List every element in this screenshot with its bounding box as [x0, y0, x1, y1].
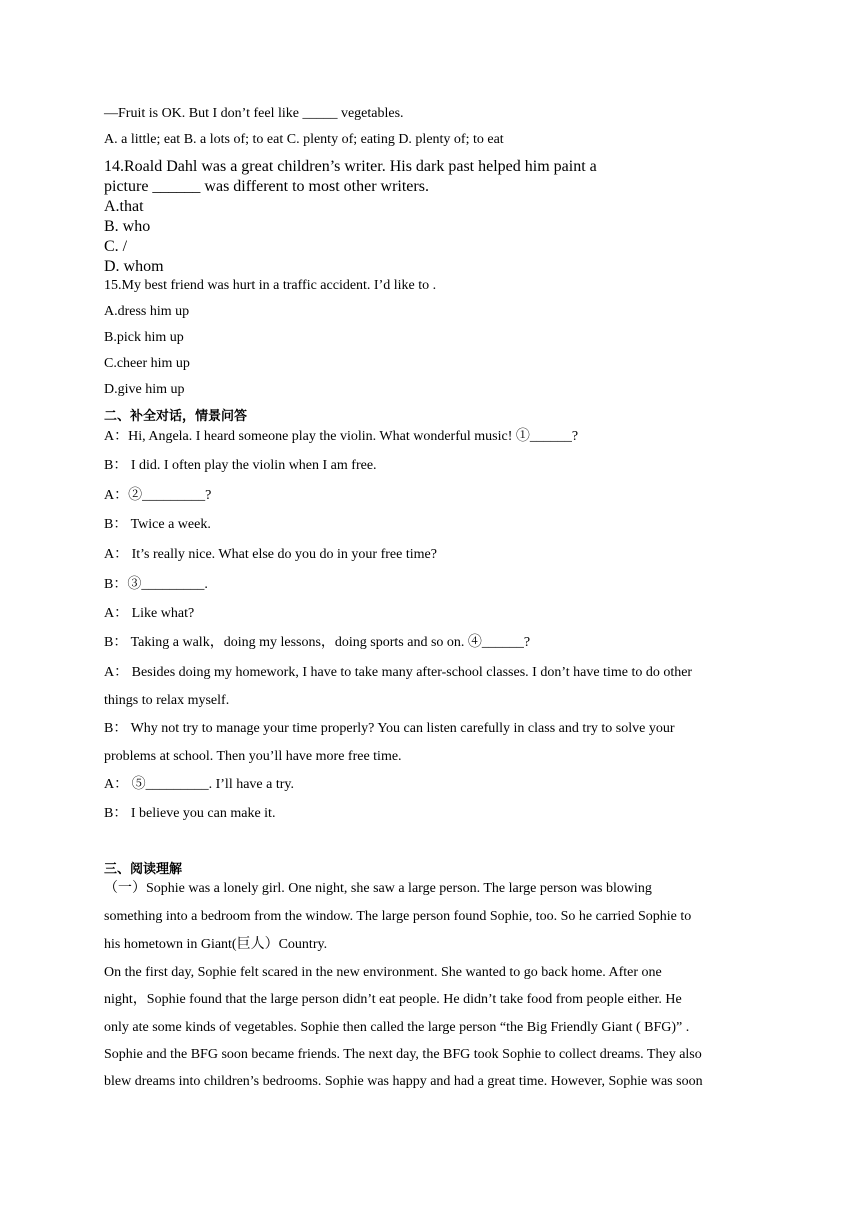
dialogue-line: A： ⑤_________. I’ll have a try.: [104, 777, 294, 792]
dialogue-line: A： Besides doing my homework, I have to take many after-school classes. I don’t have time to do other: [104, 665, 693, 680]
q14-option-a: A.that: [104, 198, 144, 215]
q14-option-c: C. /: [104, 238, 128, 255]
q14-stem-line2: picture ______ was different to most other writers.: [104, 178, 429, 195]
dialogue-line: B： Twice a week.: [104, 517, 211, 532]
dialogue-line: A：②_________?: [104, 488, 212, 503]
dialogue-line: B：③_________.: [104, 577, 208, 592]
q13-line: —Fruit is OK. But I don’t feel like _____ vegetables.: [104, 106, 404, 121]
q14-option-b: B. who: [104, 218, 151, 235]
passage-line: his hometown in Giant(巨人）Country.: [104, 937, 328, 952]
section2-heading: 二、补全对话，情景问答: [104, 409, 248, 424]
q14-option-d: D. whom: [104, 258, 164, 275]
dialogue-line: A： Like what?: [104, 606, 195, 621]
dialogue-line: B： I believe you can make it.: [104, 806, 276, 821]
dialogue-line: problems at school. Then you’ll have more free time.: [104, 749, 402, 764]
q15-option-c: C.cheer him up: [104, 356, 190, 371]
dialogue-line: B： Why not try to manage your time properly? You can listen carefully in class and try to solve your: [104, 721, 675, 736]
section3-heading: 三、阅读理解: [104, 862, 183, 877]
q15-option-b: B.pick him up: [104, 330, 184, 345]
passage-line: something into a bedroom from the window. The large person found Sophie, too. So he carried Sophie to: [104, 909, 692, 924]
q14-stem-line1: 14.Roald Dahl was a great children’s writer. His dark past helped him paint a: [104, 158, 597, 175]
dialogue-line: B： I did. I often play the violin when I am free.: [104, 458, 377, 473]
passage-line: only ate some kinds of vegetables. Sophie then called the large person “the Big Friendly Giant ( BFG)” .: [104, 1020, 690, 1035]
dialogue-line: B： Taking a walk，doing my lessons，doing sports and so on. ④______?: [104, 635, 531, 650]
dialogue-line: A： It’s really nice. What else do you do in your free time?: [104, 547, 437, 562]
dialogue-line: A：Hi, Angela. I heard someone play the violin. What wonderful music! ①______?: [104, 429, 579, 444]
passage-line: blew dreams into children’s bedrooms. Sophie was happy and had a great time. However, Sophie was soon: [104, 1074, 703, 1089]
dialogue-line: things to relax myself.: [104, 693, 230, 708]
passage-line: Sophie and the BFG soon became friends. The next day, the BFG took Sophie to collect dreams. They also: [104, 1047, 702, 1062]
passage-line: （一）Sophie was a lonely girl. One night, she saw a large person. The large person was blowing: [104, 881, 652, 896]
passage-line: On the first day, Sophie felt scared in the new environment. She wanted to go back home. After one: [104, 965, 662, 980]
q15-stem: 15.My best friend was hurt in a traffic accident. I’d like to .: [104, 278, 437, 293]
passage-line: night，Sophie found that the large person didn’t eat people. He didn’t take food from people either. He: [104, 992, 682, 1007]
q15-option-d: D.give him up: [104, 382, 185, 397]
q15-option-a: A.dress him up: [104, 304, 190, 319]
q13-options: A. a little; eat B. a lots of; to eat C. plenty of; eating D. plenty of; to eat: [104, 132, 504, 147]
